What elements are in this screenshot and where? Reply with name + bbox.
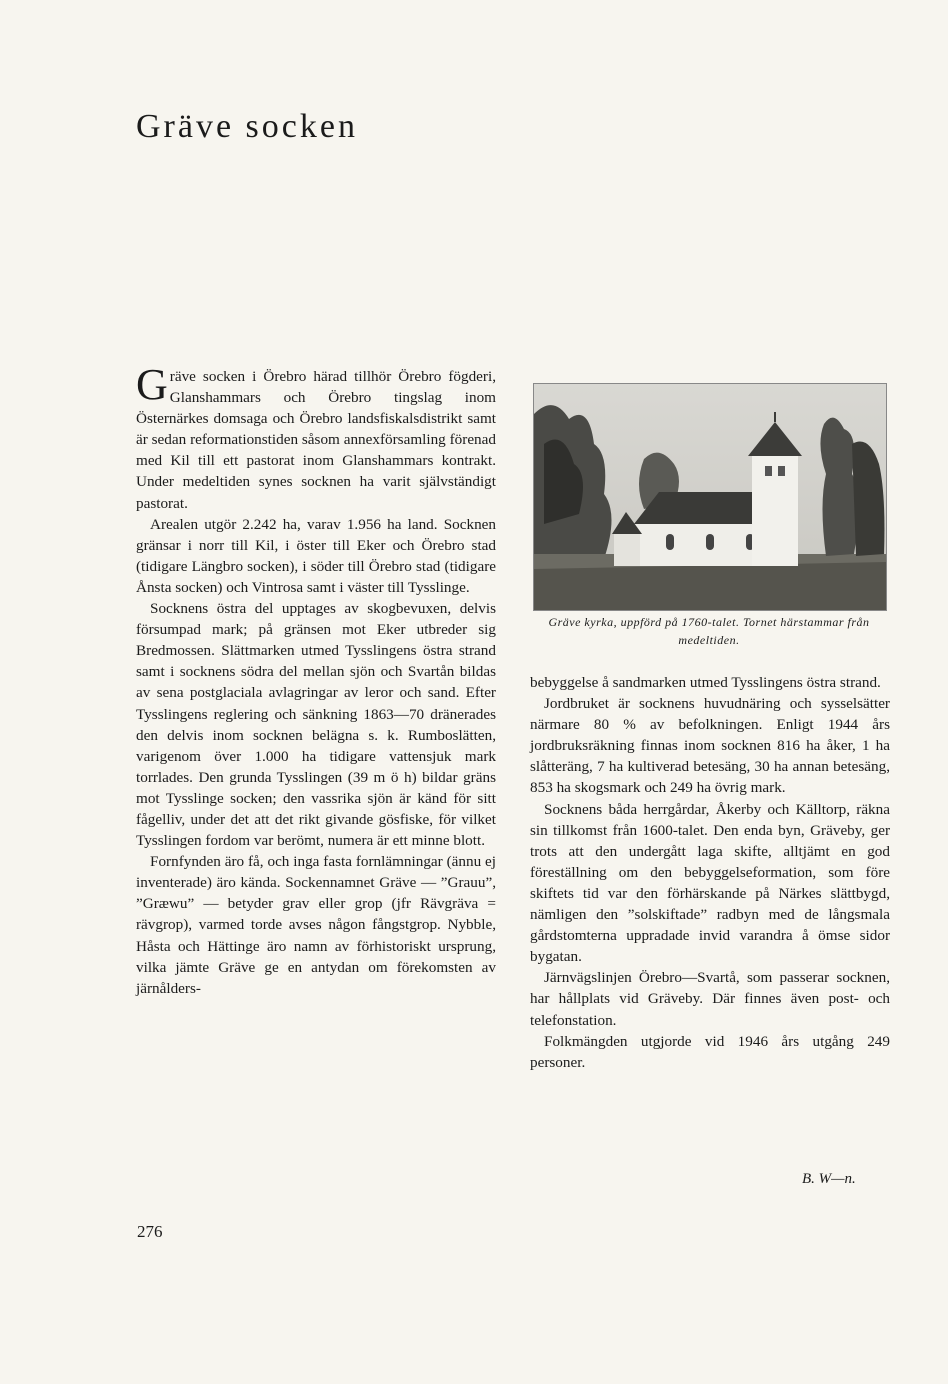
church-illustration [534, 384, 886, 610]
page-number: 276 [137, 1222, 163, 1241]
right-column [530, 672, 890, 1073]
page-title: Gräve socken [136, 108, 358, 145]
drop-cap: G [136, 360, 168, 409]
church-photo [533, 383, 887, 611]
paragraph-terrain: Socknens östra del upptages av skogbevuxen, delvis försumpad mark; på gränsen mot Eker utbreder sig Bredmossen. Slättmarken utmed Tysslingens östra strand samt i socknens södra del mellan sjön och Svartån bildas av sena postglaciala avlagringar av leror och sand. Efter Tysslingens reglering och sänkning 1863—70 dränerades den delvis inom socknen belägna s. k. Rumboslätten, varigenom över 1.000 ha tidigare vattensjuk mark torrlades. Den grunda Tysslingen (39 m ö h) bildar gräns mot Tysslinge socken; den vassrika sjön är känd för sitt fågelliv, under det att det rikt givande gösfiske, för vilket Tysslingen fordom var berömt, numera är ett minne blott. [136, 600, 496, 850]
paragraph-population: Folkmängden utgjorde vid 1946 års utgång 249 personer. [530, 1032, 890, 1071]
paragraph-agriculture: Jordbruket är socknens huvudnäring och sysselsätter närmare 80 % av befolkningen. Enligt 1944 års jordbruksräkning finnas inom socknen 816 ha åker, 1 ha slåtteräng, 7 ha kultiverad betesäng, 30 ha annan betesäng, 853 ha skogsmark och 249 ha övrig mark. [530, 695, 890, 797]
photo-caption: Gräve kyrka, uppförd på 1760-talet. Tornet härstammar från medeltiden. [548, 615, 870, 647]
paragraph-area: Arealen utgör 2.242 ha, varav 1.956 ha land. Socknen gränsar i norr till Kil, i öster till Eker och Örebro stad (tidigare Längbro socken), i söder till Örebro stad (tidigare Ånsta socken) och Vintrosa samt i väster till Tysslinge. [136, 515, 496, 596]
paragraph-history: Fornfynden äro få, och inga fasta fornlämningar (ännu ej inventerade) äro kända. Sockennamnet Gräve — ”Grauu”, ”Græwu” — betyder grav eller grop (jfr Rävgräva = rävgrop), varmed torde avses någon fångstgrop. Nybble, Håsta och Hättinge äro namn av förhistoriskt ursprung, vilka jämte Gräve ge en antydan om förekomsten av järnålders- [136, 853, 496, 997]
paragraph-settlement: bebyggelse å sandmarken utmed Tysslingens östra strand. [530, 674, 881, 691]
author-signature: B. W—n. [802, 1171, 856, 1187]
paragraph-manors: Socknens båda herrgårdar, Åkerby och Källtorp, räkna sin tillkomst från 1600-talet. Den enda byn, Gräveby, ger trots att den undergått laga skifte, alltjämt en god föreställning om den bebyggelseformation, som före skiftets tid var den förhärskande på Närkes slättbygd, nämligen den ”solskiftade” radbyn med de långsmala gårdstomterna uppradade invid varandra å ömse sidor bygatan. [530, 800, 890, 966]
left-column [136, 360, 496, 999]
paragraph-railway: Järnvägslinjen Örebro—Svartå, som passerar socknen, har hållplats vid Gräveby. Där finnes även post- och telefonstation. [530, 969, 890, 1029]
paragraph-intro: Gräve socken i Örebro härad tillhör Örebro fögderi, Glanshammars och Örebro tingslag inom Östernärkes domsaga och Örebro landsfiskalsdistrikt samt är sedan reformationstiden såsom annexförsamling förenad med Kil till ett pastorat inom Glanshammars kontrakt. Under medeltiden synes socknen ha varit självständigt pastorat. [136, 360, 496, 512]
